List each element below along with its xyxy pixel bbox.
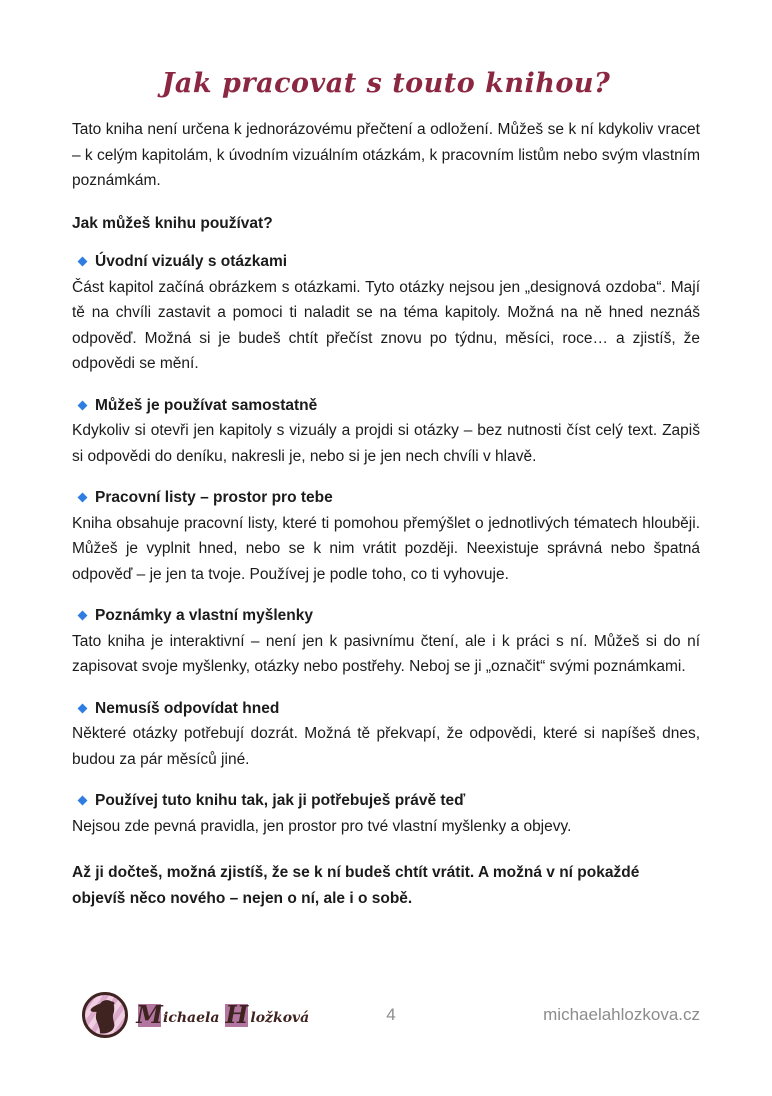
section-heading-row bbox=[72, 485, 700, 511]
closing-paragraph: Až ji dočteš, možná zjistíš, že se k ní budeš chtít vrátit. A možná v ní pokaždé objevíš něco nového – nejen o ní, ale i o sobě. bbox=[72, 864, 640, 907]
footer-logo-group bbox=[72, 992, 386, 1038]
section-pouzivej-knihu bbox=[72, 788, 700, 839]
diamond-bullet-icon bbox=[78, 796, 88, 806]
section-heading: Můžeš je používat samostatně bbox=[95, 396, 318, 414]
section-heading: Pracovní listy – prostor pro tebe bbox=[95, 489, 333, 506]
section-heading-row bbox=[72, 393, 700, 419]
section-body: Část kapitol začíná obrázkem s otázkami. Tyto otázky nejsou jen „designová ozdoba“. Mají tě na chvíli zastavit a pomoci ti naladit se na téma kapitoly. Možná na ně hned neznáš odpověď. Možná si je budeš chtít přečíst znovu po týdnu, měsíci, roce… a zjistíš, že odpovědi se mění. bbox=[72, 278, 700, 372]
logo-word-hlozkova bbox=[225, 1000, 310, 1029]
section-heading-row bbox=[72, 249, 700, 275]
section-uvodni-vizualy bbox=[72, 249, 700, 377]
logo-signature bbox=[136, 1000, 310, 1029]
section-heading-row bbox=[72, 603, 700, 629]
section-heading: Používej tuto knihu tak, jak ji potřebuješ právě teď bbox=[95, 792, 466, 809]
logo-rest-lozkova: ložková bbox=[250, 1009, 310, 1026]
section-pouzivat-samostatne bbox=[72, 393, 700, 470]
section-body: Tato kniha je interaktivní – není jen k pasivnímu čtení, ale i k práci s ní. Můžeš si do ní zapisovat svoje myšlenky, otázky nebo postřehy. Neboj se ji „označit“ svými poznámkami. bbox=[72, 632, 700, 675]
intro-paragraph: Tato kniha není určena k jednorázovému přečtení a odložení. Můžeš se k ní kdykoliv vracet – k celým kapitolám, k úvodním vizuálním otázkám, k pracovním listům nebo svým vlastním poznámkám. bbox=[72, 121, 700, 189]
section-heading-row bbox=[72, 788, 700, 814]
section-heading: Úvodní vizuály s otázkami bbox=[95, 253, 288, 270]
diamond-bullet-icon bbox=[78, 257, 88, 267]
section-heading: Poznámky a vlastní myšlenky bbox=[95, 607, 313, 624]
website-url: michaelahlozkova.cz bbox=[543, 1005, 700, 1024]
logo-word-michaela bbox=[136, 1000, 220, 1029]
section-body: Některé otázky potřebují dozrát. Možná tě překvapí, že odpovědi, které si napíšeš dnes, budou za pár měsíců jiné. bbox=[72, 725, 700, 768]
logo-initial-m: M bbox=[136, 1000, 163, 1029]
page-footer bbox=[72, 992, 700, 1038]
section-body: Nejsou zde pevná pravidla, jen prostor pro tvé vlastní myšlenky a objevy. bbox=[72, 817, 572, 835]
section-pracovni-listy bbox=[72, 485, 700, 587]
logo-rest-ichaela: ichaela bbox=[163, 1009, 220, 1026]
woman-silhouette-logo-icon bbox=[82, 992, 128, 1038]
usage-subheading: Jak můžeš knihu používat? bbox=[72, 214, 273, 232]
section-body: Kdykoliv si otevři jen kapitoly s vizuály a projdi si otázky – bez nutnosti číst celý text. Zapiš si odpovědi do deníku, nakresli je, nebo si je jen nech chvíli v hlavě. bbox=[72, 422, 700, 465]
logo-initial-h: H bbox=[225, 1000, 249, 1029]
section-heading-row bbox=[72, 696, 700, 722]
diamond-bullet-icon bbox=[78, 400, 88, 410]
diamond-bullet-icon bbox=[78, 703, 88, 713]
section-heading: Nemusíš odpovídat hned bbox=[95, 699, 280, 717]
section-nemusis-odpovidat bbox=[72, 696, 700, 773]
page-title: Jak pracovat s touto knihou? bbox=[161, 68, 611, 99]
section-body: Kniha obsahuje pracovní listy, které ti pomohou přemýšlet o jednotlivých tématech hlouběji. Můžeš je vyplnit hned, nebo se k nim vrátit později. Neexistuje správná nebo špatná odpověď – je jen ta tvoje. Používej je podle toho, co ti vyhovuje. bbox=[72, 514, 700, 583]
diamond-bullet-icon bbox=[78, 493, 88, 503]
diamond-bullet-icon bbox=[78, 611, 88, 621]
section-poznamky bbox=[72, 603, 700, 680]
page-number: 4 bbox=[386, 1005, 396, 1024]
